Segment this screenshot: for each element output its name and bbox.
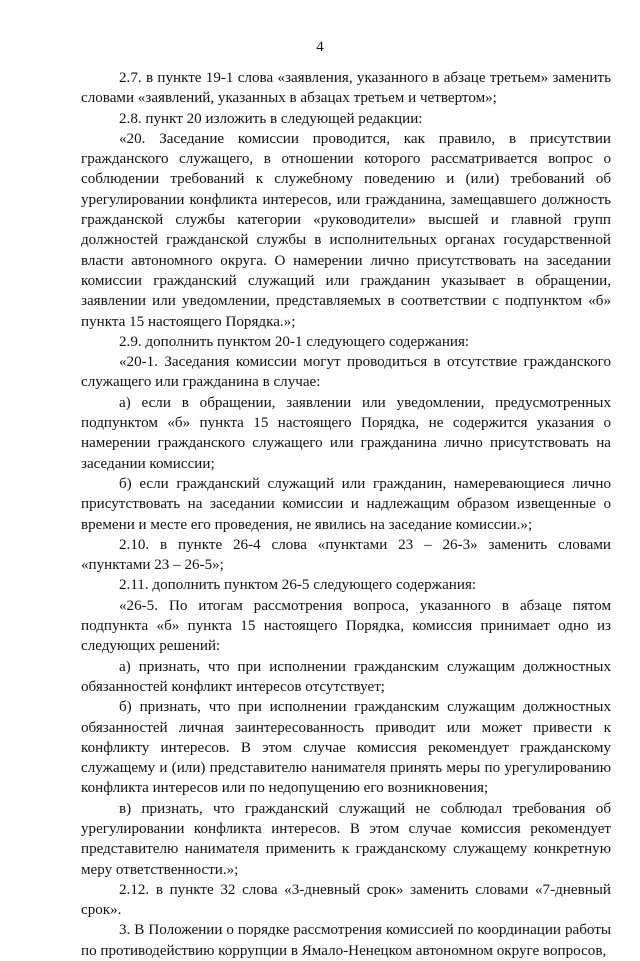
paragraph-2-11: 2.11. дополнить пунктом 26-5 следующего содержания: (119, 577, 477, 594)
paragraph-point-26-5: «26-5. По итогам рассмотрения вопроса, указанного в абзаце пятом подпункта «б» пункта 15 настоящего Порядка, комиссия принимает одно из следующих решений: (81, 597, 611, 655)
paragraph-2-12: 2.12. в пункте 32 слова «3-дневный срок» заменить словами «7-дневный срок». (81, 881, 611, 919)
paragraph-26-5-c: в) признать, что гражданский служащий не соблюдал требования об урегулировании конфликта интересов. В этом случае комиссия рекомендует представителю нанимателя применить к гражданскому служащему конкретную меру ответственности.»; (81, 800, 611, 878)
paragraph-2-10: 2.10. в пункте 26-4 слова «пунктами 23 – 26-3» заменить словами «пунктами 23 – 26-5»; (81, 536, 611, 574)
paragraph-20-1-b: б) если гражданский служащий или гражданин, намеревающиеся лично присутствовать на заседании комиссии и надлежащим образом извещенные о времени и месте его проведения, не явились на заседание комиссии.»; (81, 475, 611, 533)
paragraph-26-5-a: а) признать, что при исполнении гражданским служащим должностных обязанностей конфликт интересов отсутствует; (81, 658, 611, 695)
paragraph-20-1-a: а) если в обращении, заявлении или уведомлении, предусмотренных подпунктом «б» пункта 15 настоящего Порядка, не содержится указания о намерении гражданского служащего или гражданина лично присутствовать на заседании комиссии; (81, 394, 611, 472)
paragraph-point-20: «20. Заседание комиссии проводится, как правило, в присутствии гражданского служащего, в отношении которого рассматривается вопрос о соблюдении требований к служебному поведению и (или) требований об урегулировании конфликта интересов, или гражданина, замещавшего должность гражданской службы категории «руководители» высшей и главной групп должностей гражданской службы в исполнительных органах государственной власти автономного округа. О намерении лично присутствовать на заседании комиссии гражданский служащий или гражданин указывает в обращении, заявлении или уведомлении, представляемых в соответствии с подпунктом «б» пункта 15 настоящего Порядка.»; (81, 130, 611, 330)
paragraph-3: 3. В Положении о порядке рассмотрения комиссией по координации работы по противодействию коррупции в Ямало-Ненецком автономном округе вопросов, (81, 922, 611, 959)
paragraph-2-8: 2.8. пункт 20 изложить в следующей редакции: (119, 110, 423, 127)
paragraph-26-5-b: б) признать, что при исполнении гражданским служащим должностных обязанностей личная заинтересованность приводит или может привести к конфликту интересов. В этом случае комиссия рекомендует гражданскому служащему и (или) представителю нанимателя принять меры по урегулированию конфликта интересов или по недопущению его возникновения; (81, 699, 611, 797)
document-body (81, 68, 611, 961)
paragraph-point-20-1: «20-1. Заседания комиссии могут проводиться в отсутствие гражданского служащего или гражданина в случае: (81, 354, 611, 391)
paragraph-2-7: 2.7. в пункте 19-1 слова «заявления, указанного в абзаце третьем» заменить словами «заявлений, указанных в абзацах третьем и четвертом»; (81, 70, 611, 107)
paragraph-2-9: 2.9. дополнить пунктом 20-1 следующего содержания: (119, 333, 470, 350)
page-number: 4 (316, 39, 324, 55)
